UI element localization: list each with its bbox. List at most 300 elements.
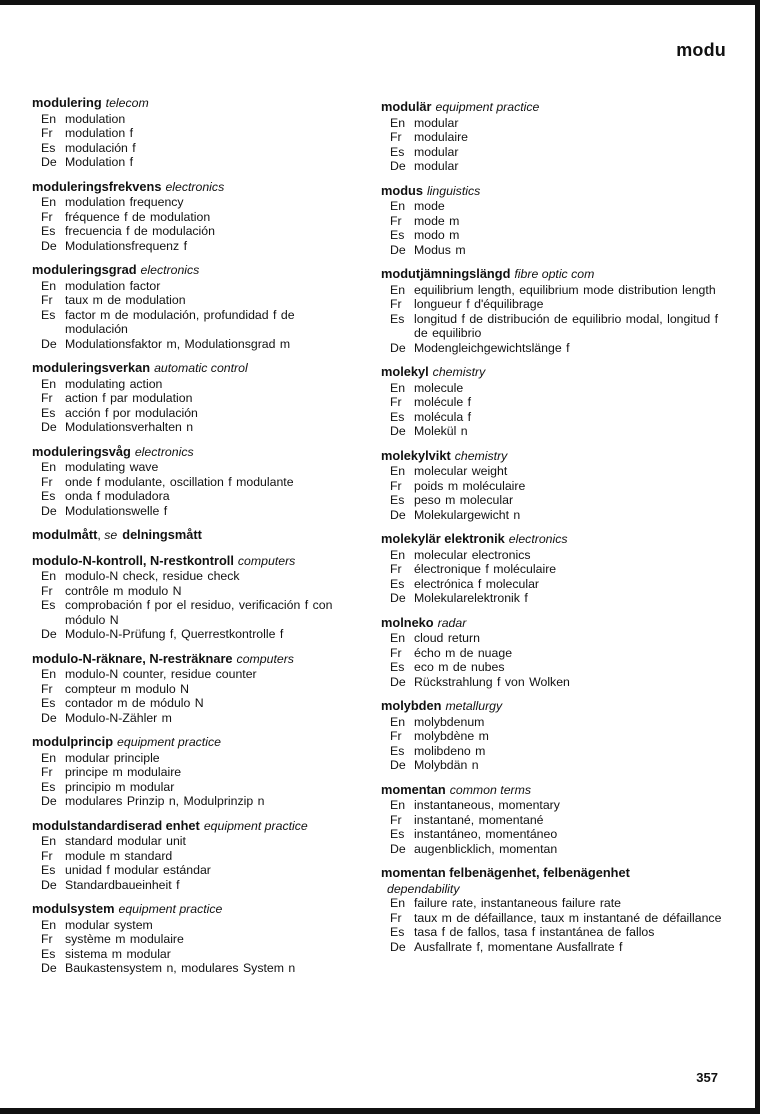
headword: moduleringsgrad xyxy=(32,262,137,277)
translation-row xyxy=(381,116,726,131)
language-code: De xyxy=(390,424,406,438)
translation-text: Baukastensystem n, modulares System n xyxy=(65,961,296,975)
translation-row xyxy=(32,863,352,878)
translation-row xyxy=(32,627,352,642)
language-code: De xyxy=(390,591,406,605)
translation-text: instantáneo, momentáneo xyxy=(414,827,558,841)
translation-row xyxy=(32,918,352,933)
translation-row xyxy=(381,424,726,439)
headword-line xyxy=(32,527,352,544)
language-code: Es xyxy=(390,827,405,841)
translation-text: augenblicklich, momentan xyxy=(414,841,558,856)
headword: modulsystem xyxy=(32,901,115,916)
language-code: De xyxy=(41,710,57,725)
headword: modulo-N-kontroll, N-restkontroll xyxy=(32,552,234,568)
language-code: De xyxy=(390,340,406,355)
translation-text: electrónica f molecular xyxy=(414,576,540,591)
translation-text: contrôle m modulo N xyxy=(65,583,182,598)
headword-line xyxy=(381,698,726,715)
translation-text: instantaneous, momentary xyxy=(414,798,560,812)
translation-text: modular xyxy=(414,144,459,159)
language-code: En xyxy=(390,380,406,395)
language-code: Fr xyxy=(390,297,402,311)
language-code: Es xyxy=(390,409,405,424)
headword-line xyxy=(32,179,352,196)
translation-text: modulo-N counter, residue counter xyxy=(65,667,257,681)
translation-row xyxy=(32,947,352,962)
language-code: Es xyxy=(41,946,56,961)
translation-row xyxy=(32,961,352,976)
translation-text: molybdenum xyxy=(414,714,485,729)
right-column xyxy=(381,99,726,963)
translation-text: modulation xyxy=(65,111,126,126)
dictionary-entry xyxy=(381,531,726,606)
translation-text: Modulo-N-Prüfung f, Querrestkontrolle f xyxy=(65,627,284,641)
translation-text: modulation f xyxy=(65,126,133,140)
language-code: De xyxy=(390,242,406,257)
headword-line xyxy=(32,444,352,461)
translation-text: principio m modular xyxy=(65,779,175,794)
language-code: Es xyxy=(41,224,56,238)
language-code: Fr xyxy=(390,812,402,827)
language-code: Es xyxy=(390,144,405,159)
translation-row xyxy=(32,279,352,294)
language-code: En xyxy=(41,376,57,391)
language-code: Es xyxy=(390,493,405,507)
translation-text: modular xyxy=(414,115,459,130)
language-code: Fr xyxy=(41,293,53,307)
language-code: Es xyxy=(41,307,56,322)
language-code: De xyxy=(41,627,57,641)
translation-text: taux m de défaillance, taux m instantané de défaillance xyxy=(414,910,722,925)
headword-line xyxy=(32,95,352,112)
dictionary-entry xyxy=(32,95,352,170)
translation-text: modulo-N check, residue check xyxy=(65,569,240,583)
headword: moduleringsvåg xyxy=(32,443,131,459)
subject-field: electronics xyxy=(134,444,194,459)
language-code: De xyxy=(41,238,57,253)
language-code: Fr xyxy=(41,391,53,405)
language-code: Es xyxy=(41,863,56,877)
language-code: En xyxy=(41,667,57,681)
translation-text: instantané, momentané xyxy=(414,812,544,827)
translation-row xyxy=(32,420,352,435)
translation-text: Modus m xyxy=(414,242,466,257)
headword-line xyxy=(381,615,726,632)
translation-row xyxy=(32,751,352,766)
translation-text: système m modulaire xyxy=(65,932,184,946)
translation-row xyxy=(32,569,352,584)
translation-text: poids m moléculaire xyxy=(414,478,526,493)
language-code: En xyxy=(390,714,406,729)
translation-row xyxy=(32,406,352,421)
translation-text: mode xyxy=(414,199,445,213)
language-code: Es xyxy=(390,228,405,242)
language-code: De xyxy=(41,503,57,518)
translation-text: onda f moduladora xyxy=(65,489,170,503)
translation-row xyxy=(32,377,352,392)
headword-line xyxy=(32,360,352,377)
subject-field: metallurgy xyxy=(445,699,503,713)
translation-text: Standardbaueinheit f xyxy=(65,877,180,892)
translation-row xyxy=(32,682,352,697)
headword-line xyxy=(381,183,726,200)
language-code: En xyxy=(41,834,57,848)
top-border xyxy=(0,0,755,5)
language-code: En xyxy=(41,750,57,765)
translation-text: peso m molecular xyxy=(414,493,514,507)
translation-row xyxy=(381,159,726,174)
translation-text: action f par modulation xyxy=(65,391,193,405)
headword: modulering xyxy=(32,95,102,110)
translation-row xyxy=(381,940,726,955)
see-reference-label: se xyxy=(104,528,118,542)
translation-row xyxy=(381,675,726,690)
dictionary-entry xyxy=(32,444,352,519)
translation-text: Molekulargewicht n xyxy=(414,507,521,522)
translation-text: molécula f xyxy=(414,409,472,424)
language-code: En xyxy=(41,460,57,474)
translation-text: molybdène m xyxy=(414,729,489,743)
translation-text: molecule xyxy=(414,380,464,395)
headword: momentan xyxy=(381,781,446,797)
language-code: En xyxy=(390,798,406,812)
language-code: En xyxy=(41,917,57,932)
headword-line xyxy=(32,651,352,668)
translation-row xyxy=(381,312,726,341)
language-code: En xyxy=(41,278,57,293)
language-code: Fr xyxy=(390,910,402,925)
headword: momentan felbenägenhet, felbenägenhet xyxy=(381,865,630,880)
translation-row xyxy=(381,130,726,145)
language-code: Es xyxy=(41,489,56,503)
language-code: Es xyxy=(390,576,405,591)
translation-text: factor m de modulación, profundidad f de modulación xyxy=(65,307,295,336)
translation-text: equilibrium length, equilibrium mode distribution length xyxy=(414,282,716,297)
headword-line xyxy=(381,364,726,381)
translation-row xyxy=(381,341,726,356)
translation-row xyxy=(381,827,726,842)
translation-row xyxy=(32,460,352,475)
translation-row xyxy=(32,794,352,809)
translation-row xyxy=(381,395,726,410)
language-code: Fr xyxy=(41,126,53,140)
translation-text: failure rate, instantaneous failure rate xyxy=(414,896,622,910)
dictionary-entry xyxy=(32,553,352,642)
headword: modulär xyxy=(381,99,432,114)
translation-row xyxy=(381,562,726,577)
language-code: Es xyxy=(390,311,405,326)
dictionary-entry xyxy=(381,698,726,773)
language-code: En xyxy=(41,195,57,209)
language-code: En xyxy=(41,111,57,126)
language-code: De xyxy=(41,794,57,808)
translation-text: molécule f xyxy=(414,395,472,409)
language-code: En xyxy=(390,631,406,645)
translation-row xyxy=(32,210,352,225)
language-code: Fr xyxy=(390,562,402,576)
translation-text: Modulationsverhalten n xyxy=(65,420,194,434)
translation-row xyxy=(32,195,352,210)
language-code: De xyxy=(41,336,57,351)
language-code: Fr xyxy=(41,209,53,224)
language-code: Es xyxy=(41,598,56,612)
translation-row xyxy=(32,155,352,170)
translation-text: Molybdän n xyxy=(414,758,479,772)
headword: molneko xyxy=(381,614,434,630)
subject-field: automatic control xyxy=(154,361,248,375)
translation-row xyxy=(381,199,726,214)
dictionary-entry xyxy=(32,734,352,809)
bottom-border xyxy=(0,1108,760,1114)
dictionary-entry xyxy=(32,818,352,893)
translation-row xyxy=(381,911,726,926)
language-code: Es xyxy=(390,925,405,939)
language-code: De xyxy=(41,420,57,434)
translation-text: Rückstrahlung f von Wolken xyxy=(414,674,570,689)
translation-row xyxy=(381,493,726,508)
translation-row xyxy=(381,660,726,675)
translation-row xyxy=(381,145,726,160)
dictionary-entry xyxy=(381,99,726,174)
language-code: Fr xyxy=(390,213,402,228)
translation-row xyxy=(381,214,726,229)
translation-row xyxy=(381,548,726,563)
subject-field-line xyxy=(381,882,726,897)
translation-text: cloud return xyxy=(414,631,480,645)
language-code: Fr xyxy=(41,681,53,696)
translation-text: taux m de modulation xyxy=(65,293,186,307)
translation-row xyxy=(32,112,352,127)
translation-row xyxy=(381,297,726,312)
translation-row xyxy=(32,141,352,156)
translation-text: modulación f xyxy=(65,140,136,155)
dictionary-entry xyxy=(381,266,726,355)
translation-row xyxy=(381,228,726,243)
translation-row xyxy=(32,337,352,352)
headword-line xyxy=(32,901,352,918)
translation-text: longitud f de distribución de equilibrio modal, longitud f de equilibrio xyxy=(414,311,718,340)
subject-field: dependability xyxy=(387,881,460,896)
language-code: De xyxy=(390,939,406,954)
translation-text: modulating wave xyxy=(65,460,159,474)
subject-field: linguistics xyxy=(426,183,481,198)
translation-text: mode m xyxy=(414,213,460,228)
language-code: Es xyxy=(390,743,405,758)
translation-row xyxy=(32,696,352,711)
translation-text: module m standard xyxy=(65,848,173,863)
dictionary-entry xyxy=(381,364,726,439)
translation-row xyxy=(32,475,352,490)
translation-row xyxy=(381,508,726,523)
language-code: Fr xyxy=(41,765,53,779)
translation-row xyxy=(381,729,726,744)
headword: modus xyxy=(381,182,423,198)
translation-text: contador m de módulo N xyxy=(65,696,204,710)
subject-field: chemistry xyxy=(454,448,508,463)
headword-line xyxy=(32,262,352,279)
dictionary-entry xyxy=(381,448,726,523)
headword: modulstandardiserad enhet xyxy=(32,817,200,833)
dictionary-entry xyxy=(381,615,726,690)
translation-text: unidad f modular estándar xyxy=(65,863,211,877)
language-code: De xyxy=(390,159,406,173)
translation-row xyxy=(381,896,726,911)
translation-text: électronique f moléculaire xyxy=(414,562,557,576)
translation-text: modulares Prinzip n, Modulprinzip n xyxy=(65,794,265,808)
subject-field: electronics xyxy=(165,179,225,194)
subject-field: computers xyxy=(236,651,294,666)
translation-text: Modulo-N-Zähler m xyxy=(65,710,172,725)
translation-text: frecuencia f de modulación xyxy=(65,224,215,238)
translation-row xyxy=(32,849,352,864)
language-code: De xyxy=(390,674,406,689)
running-head: modu xyxy=(676,40,726,60)
translation-text: modo m xyxy=(414,228,460,242)
dictionary-entry xyxy=(32,179,352,254)
language-code: En xyxy=(390,896,406,910)
headword: molekylär elektronik xyxy=(381,531,505,546)
translation-row xyxy=(381,758,726,773)
translation-row xyxy=(32,878,352,893)
page-number: 357 xyxy=(696,1070,718,1085)
translation-row xyxy=(381,283,726,298)
subject-field: equipment practice xyxy=(203,818,308,833)
headword-line xyxy=(381,448,726,465)
headword: molekyl xyxy=(381,364,429,379)
translation-row xyxy=(381,479,726,494)
language-code: Es xyxy=(41,696,56,710)
translation-text: modulation factor xyxy=(65,278,161,293)
translation-text: Modengleichgewichtslänge f xyxy=(414,340,570,355)
translation-text: écho m de nuage xyxy=(414,645,513,660)
dictionary-entry xyxy=(381,782,726,857)
subject-field: radar xyxy=(437,615,467,630)
translation-text: longueur f d'équilibrage xyxy=(414,297,544,311)
headword-line xyxy=(381,99,726,116)
translation-text: acción f por modulación xyxy=(65,405,198,420)
subject-field: chemistry xyxy=(432,365,486,379)
headword-line xyxy=(381,531,726,548)
dictionary-entry xyxy=(32,360,352,435)
translation-row xyxy=(32,293,352,308)
translation-text: Modulationswelle f xyxy=(65,503,168,518)
subject-field: equipment practice xyxy=(435,100,540,114)
translation-text: Molekül n xyxy=(414,424,468,438)
left-column xyxy=(32,95,352,985)
dictionary-entry xyxy=(32,651,352,726)
language-code: De xyxy=(390,841,406,856)
translation-text: molecular electronics xyxy=(414,547,531,562)
headword: modulmått xyxy=(32,527,98,542)
translation-row xyxy=(32,308,352,337)
translation-text: principe m modulaire xyxy=(65,765,182,779)
language-code: En xyxy=(390,115,406,130)
headword: molybden xyxy=(381,698,442,713)
language-code: Fr xyxy=(390,395,402,409)
language-code: En xyxy=(390,199,406,213)
subject-field: equipment practice xyxy=(118,902,223,916)
translation-row xyxy=(32,504,352,519)
translation-row xyxy=(32,598,352,627)
headword-line xyxy=(381,266,726,283)
translation-text: modulaire xyxy=(414,130,468,144)
translation-row xyxy=(381,577,726,592)
translation-text: modulating action xyxy=(65,376,163,391)
translation-text: Modulationsfaktor m, Modulationsgrad m xyxy=(65,336,291,351)
headword-line xyxy=(381,782,726,799)
translation-text: sistema m modular xyxy=(65,946,171,961)
headword-separator: , xyxy=(97,528,105,542)
language-code: Fr xyxy=(41,932,53,946)
translation-row xyxy=(32,126,352,141)
translation-row xyxy=(32,239,352,254)
translation-text: Modulation f xyxy=(65,155,133,169)
translation-text: standard modular unit xyxy=(65,834,186,848)
language-code: De xyxy=(41,877,57,892)
translation-row xyxy=(381,591,726,606)
translation-row xyxy=(381,744,726,759)
translation-text: Modulationsfrequenz f xyxy=(65,238,187,253)
translation-row xyxy=(381,464,726,479)
dictionary-entry xyxy=(381,865,726,954)
headword: modulprincip xyxy=(32,734,114,749)
headword-line xyxy=(32,818,352,835)
translation-row xyxy=(32,932,352,947)
subject-field: common terms xyxy=(449,782,532,797)
language-code: De xyxy=(390,758,406,772)
translation-row xyxy=(32,584,352,599)
language-code: Fr xyxy=(41,848,53,863)
language-code: Fr xyxy=(390,645,402,660)
translation-text: modular system xyxy=(65,917,153,932)
translation-row xyxy=(381,798,726,813)
translation-row xyxy=(32,391,352,406)
dictionary-entry xyxy=(381,183,726,258)
translation-row xyxy=(381,243,726,258)
headword-line xyxy=(381,865,726,882)
language-code: Es xyxy=(390,660,405,674)
language-code: Fr xyxy=(390,478,402,493)
subject-field: telecom xyxy=(105,96,149,110)
dictionary-entry xyxy=(32,527,352,544)
translation-row xyxy=(32,667,352,682)
translation-row xyxy=(32,711,352,726)
translation-row xyxy=(381,381,726,396)
right-border xyxy=(755,0,760,1114)
translation-text: modulation frequency xyxy=(65,195,184,209)
translation-text: eco m de nubes xyxy=(414,660,505,674)
translation-row xyxy=(381,631,726,646)
subject-field: equipment practice xyxy=(117,735,221,749)
headword: molekylvikt xyxy=(381,447,451,463)
translation-text: comprobación f por el residuo, verificación f con módulo N xyxy=(65,598,333,627)
translation-text: molecular weight xyxy=(414,464,508,478)
translation-row xyxy=(32,780,352,795)
headword: moduleringsverkan xyxy=(32,360,151,375)
translation-text: molibdeno m xyxy=(414,743,486,758)
language-code: Fr xyxy=(41,583,53,598)
headword-line xyxy=(32,553,352,570)
language-code: Fr xyxy=(41,474,53,489)
subject-field: fibre optic com xyxy=(514,267,595,281)
translation-row xyxy=(381,813,726,828)
language-code: Fr xyxy=(390,130,402,144)
translation-text: onde f modulante, oscillation f modulante xyxy=(65,474,294,489)
translation-text: compteur m modulo N xyxy=(65,681,189,696)
translation-text: fréquence f de modulation xyxy=(65,209,211,224)
language-code: En xyxy=(390,547,406,562)
